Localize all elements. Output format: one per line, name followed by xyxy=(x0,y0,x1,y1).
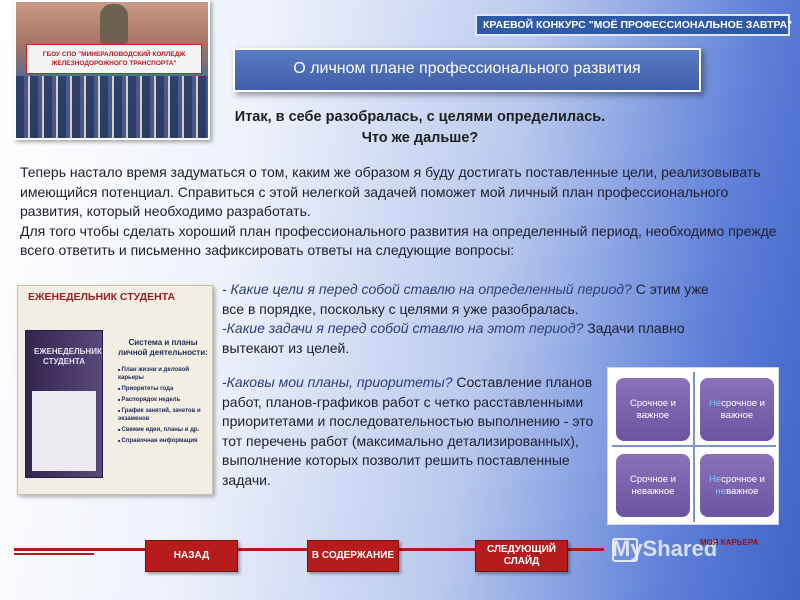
students-group xyxy=(16,76,208,138)
book-contents-item: ■ Справочная информация xyxy=(118,437,212,445)
answer-1-text: С этим уже все в порядке, поскольку с целями я уже разобралась. xyxy=(222,281,709,317)
cell-4-label xyxy=(700,474,774,498)
matrix-horizontal-axis xyxy=(612,445,776,447)
cover-label: ЕЖЕНЕДЕЛЬНИК СТУДЕНТА xyxy=(34,347,102,366)
monument-bust xyxy=(100,4,128,44)
question-3-text: -Каковы мои планы, приоритеты? xyxy=(222,374,453,390)
cell-3-label: Срочное и неважное xyxy=(630,473,676,497)
question-2 xyxy=(222,319,722,358)
book-contents-list xyxy=(118,366,212,448)
intro-paragraph-1: Теперь настало время задуматься о том, каким же образом я буду достигать поставленные цели, реализовывать имеющийся потенциал. Справиться с этой нелегкой задачей поможет мой личный план профессионального развития, который необходимо разработать. xyxy=(20,164,761,219)
question-1 xyxy=(222,280,722,319)
questions-block-2 xyxy=(222,373,602,490)
matrix-vertical-axis xyxy=(693,372,695,522)
cell-1-label: Срочное и важное xyxy=(630,397,676,421)
cell-4-rest: важное xyxy=(726,485,759,497)
next-slide-button[interactable]: СЛЕДУЮЩИЙ СЛАЙД xyxy=(475,540,568,572)
matrix-cell-not-urgent-unimportant xyxy=(700,454,774,517)
priority-matrix xyxy=(607,367,779,525)
book-contents-item: ■ Свежие идеи, планы и др. xyxy=(118,426,212,434)
answer-2-text: Задачи плавно вытекают из целей. xyxy=(222,320,685,356)
book-contents-item: ■ График занятий, зачетов и экзаменов xyxy=(118,407,212,423)
contents-button[interactable]: В СОДЕРЖАНИЕ xyxy=(307,540,399,572)
matrix-cell-not-urgent-important xyxy=(700,378,774,441)
slide-title: О личном плане профессионального развития xyxy=(233,48,701,92)
question-1-text: - Какие цели я перед собой ставлю на определенный период? xyxy=(222,281,632,297)
book-contents-item: ■ План жизни и деловой карьеры xyxy=(118,366,212,382)
subtitle-line-2: Что же дальше? xyxy=(361,130,479,146)
matrix-cell-urgent-unimportant xyxy=(616,454,690,517)
intro-paragraph-2: Для того чтобы сделать хороший план профессионального развития на определенный период, необходимо прежде всего ответить и письменно зафиксировать ответы на следующие вопросы: xyxy=(20,222,777,258)
cell-4-mid: срочное и xyxy=(721,473,765,485)
nav-divider-line-2 xyxy=(14,553,94,555)
intro-text xyxy=(20,163,780,261)
cover-page xyxy=(32,391,96,471)
book-cover xyxy=(25,330,103,478)
book-title: ЕЖЕНЕДЕЛЬНИК СТУДЕНТА xyxy=(28,291,176,303)
cell-2-label xyxy=(700,398,774,422)
question-2-text: -Какие задачи я перед собой ставлю на этот период? xyxy=(222,320,584,336)
subtitle-line-1: Итак, в себе разобралась, с целями определилась. xyxy=(234,109,606,125)
cell-2-rest: срочное и важное xyxy=(720,397,765,421)
watermark: MyShared xyxy=(612,536,718,561)
back-button[interactable]: НАЗАД xyxy=(145,540,238,572)
matrix-cell-urgent-important xyxy=(616,378,690,441)
college-photo xyxy=(14,0,210,140)
cell-2-highlight: Не xyxy=(709,397,722,409)
contest-label: КРАЕВОЙ КОНКУРС "МОЁ ПРОФЕССИОНАЛЬНОЕ ЗАВТРА" xyxy=(475,14,790,36)
book-contents-item: ■ Приоритеты года xyxy=(118,385,212,393)
slide-subtitle xyxy=(230,107,610,149)
cell-4-highlight-2: не xyxy=(715,485,727,497)
book-contents-item: ■ Распорядок недель xyxy=(118,396,212,404)
question-3 xyxy=(222,373,602,490)
cell-4-highlight-1: Не xyxy=(709,473,722,485)
career-logo: МОЯ КАРЬЕРА xyxy=(700,538,759,547)
photo-caption: ГБОУ СПО "МИНЕРАЛОВОДСКИЙ КОЛЛЕДЖ ЖЕЛЕЗНОДОРОЖНОГО ТРАНСПОРТА" xyxy=(26,44,202,74)
questions-block-1 xyxy=(222,280,722,358)
planner-book-image xyxy=(17,285,213,495)
answer-3-text: Составление планов работ, планов-графиков работ с четко расставленными приоритетами и последовательностью выполнению - это тот перечень работ (максимально детализированных), выполнение которых позволит решить поставленные задачи. xyxy=(222,374,594,488)
book-contents-title: Система и планы личной деятельности: xyxy=(118,338,208,357)
